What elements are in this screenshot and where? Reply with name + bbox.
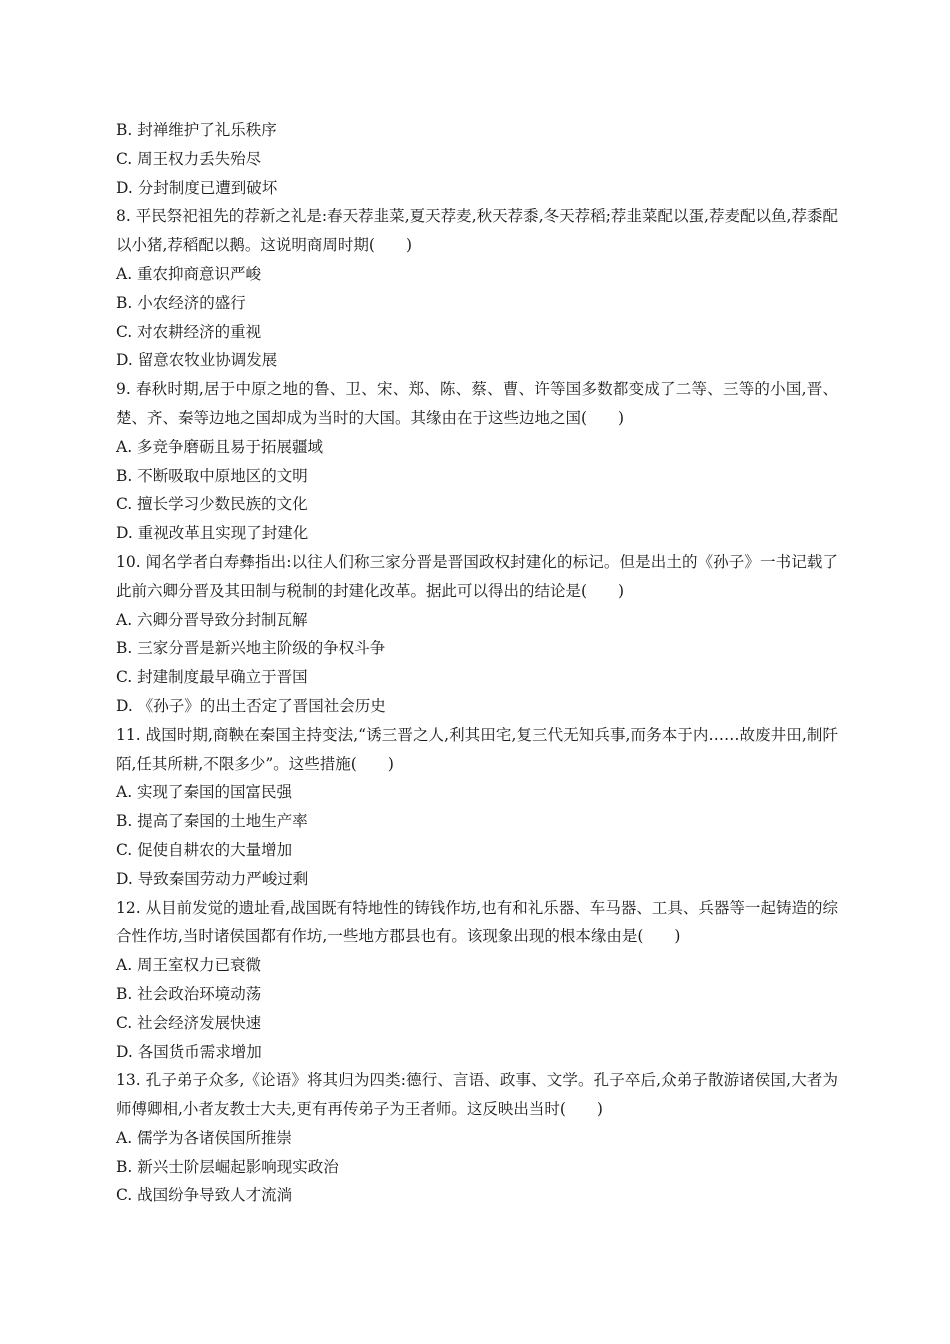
option-c: C. 对农耕经济的重视 [116, 322, 262, 341]
option-b: B. 新兴士阶层崛起影响现实政治 [116, 1157, 339, 1176]
option-a: A. 周王室权力已衰微 [116, 956, 262, 975]
option-a: A. 儒学为各诸侯国所推崇 [116, 1128, 293, 1147]
option-c: C. 促使自耕农的大量增加 [116, 840, 293, 859]
option-d: D. 留意农牧业协调发展 [116, 351, 278, 370]
option-a: A. 重农抑商意识严峻 [116, 264, 262, 283]
option-d: D. 导致秦国劳动力严峻过剩 [116, 869, 309, 888]
option-c: C. 战国纷争导致人才流淌 [116, 1186, 293, 1205]
option-b: B. 不断吸取中原地区的文明 [116, 466, 308, 485]
question-11 [116, 721, 838, 894]
question-stem: 10. 闻名学者白寿彝指出:以往人们称三家分晋是晋国政权封建化的标记。但是出土的《孙子》一书记载了此前六卿分晋及其田制与税制的封建化改革。据此可以得出的结论是( ) [116, 552, 838, 600]
prev-option-c: C. 周王权力丢失殆尽 [116, 149, 262, 168]
prev-option-b: B. 封禅维护了礼乐秩序 [116, 121, 277, 139]
option-a: A. 多竞争磨砺且易于拓展疆域 [116, 437, 324, 456]
option-b: B. 小农经济的盛行 [116, 293, 246, 312]
question-13 [116, 1066, 838, 1210]
question-stem: 8. 平民祭祀祖先的荐新之礼是:春天荐韭菜,夏天荐麦,秋天荐黍,冬天荐稻;荐韭菜配以蛋,荐麦配以鱼,荐黍配以小猪,荐稻配以鹅。这说明商周时期( ) [116, 207, 838, 255]
option-b: B. 三家分晋是新兴地主阶级的争权斗争 [116, 639, 386, 658]
question-10 [116, 548, 838, 721]
question-stem: 9. 春秋时期,居于中原之地的鲁、卫、宋、郑、陈、蔡、曹、许等国多数都变成了二等、三等的小国,晋、楚、齐、秦等边地之国却成为当时的大国。其缘由在于这些边地之国( ) [116, 380, 838, 427]
option-a: A. 实现了秦国的国富民强 [116, 783, 293, 802]
option-b: B. 提高了秦国的土地生产率 [116, 812, 308, 831]
option-c: C. 社会经济发展快速 [116, 1013, 262, 1032]
question-12 [116, 894, 838, 1067]
question-stem: 13. 孔子弟子众多,《论语》将其归为四类:德行、言语、政事、文学。孔子卒后,众弟子散游诸侯国,大者为师傅卿相,小者友教士大夫,更有再传弟子为王者师。这反映出当时( ) [116, 1071, 838, 1119]
option-d: D. 各国货币需求增加 [116, 1042, 262, 1061]
option-d: D. 《孙子》的出土否定了晋国社会历史 [116, 696, 386, 715]
option-c: C. 擅长学习少数民族的文化 [116, 495, 308, 514]
prev-option-d: D. 分封制度已遭到破坏 [116, 178, 278, 197]
option-c: C. 封建制度最早确立于晋国 [116, 668, 308, 687]
option-d: D. 重视改革且实现了封建化 [116, 524, 309, 543]
document-content [116, 116, 838, 1210]
question-9 [116, 375, 838, 548]
question-stem: 11. 战国时期,商鞅在秦国主持变法,“诱三晋之人,利其田宅,复三代无知兵事,而务本于内……故废井田,制阡陌,任其所耕,不限多少”。这些措施( ) [116, 725, 838, 773]
question-stem: 12. 从目前发觉的遗址看,战国既有特地性的铸钱作坊,也有和礼乐器、车马器、工具、兵器等一起铸造的综合性作坊,当时诸侯国都有作坊,一些地方郡县也有。该现象出现的根本缘由是( ) [116, 898, 838, 946]
option-a: A. 六卿分晋导致分封制瓦解 [116, 610, 308, 629]
option-b: B. 社会政治环境动荡 [116, 984, 262, 1003]
question-8 [116, 202, 838, 375]
